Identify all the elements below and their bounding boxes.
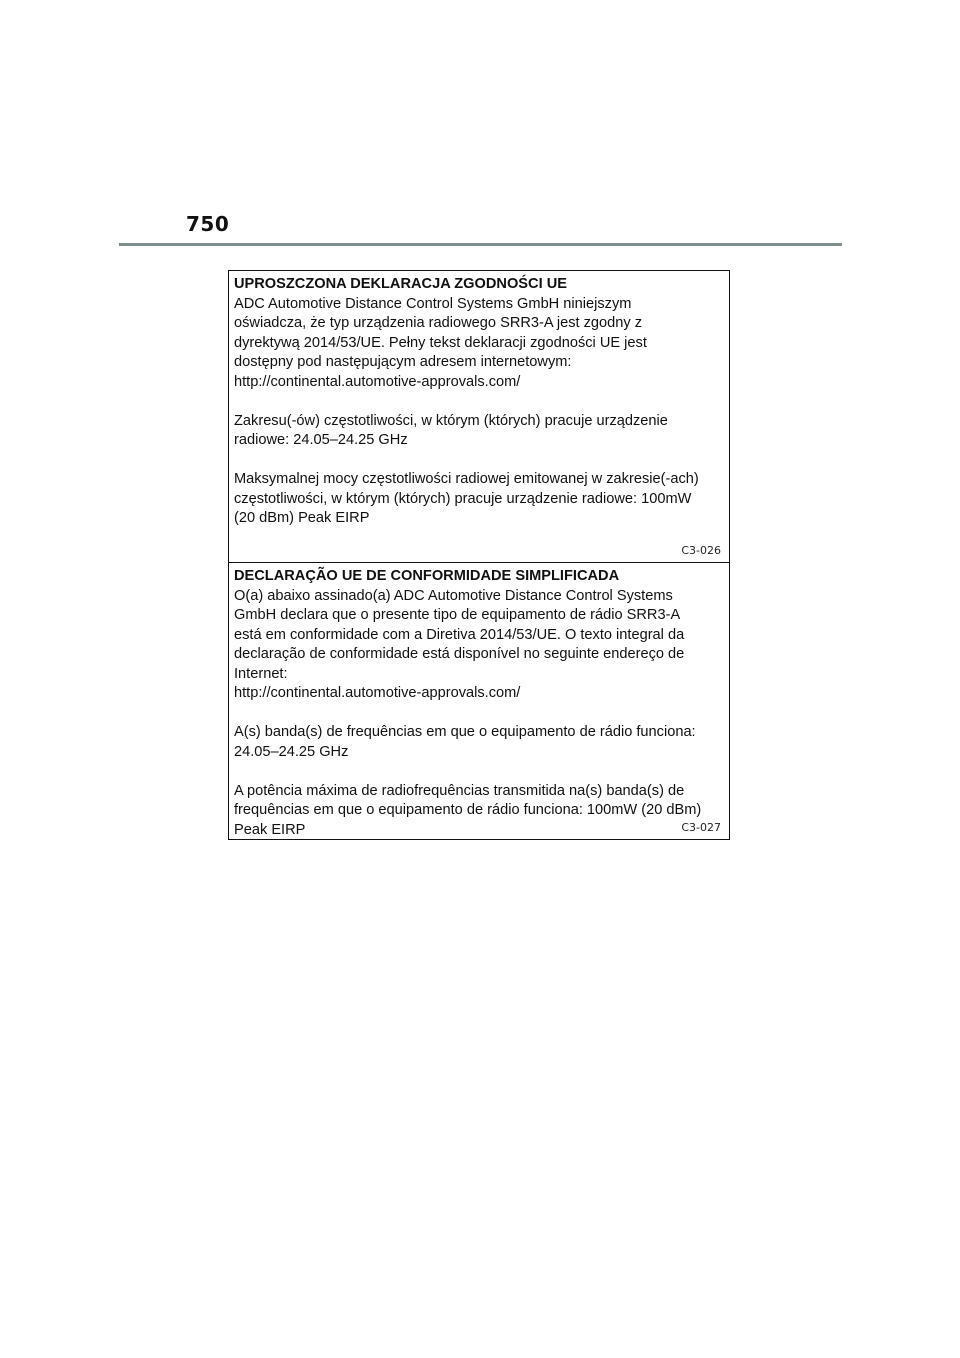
text-line: Maksymalnej mocy częstotliwości radiowej emitowanej w zakresie(-ach) — [234, 471, 699, 487]
paragraph-max-power — [234, 782, 723, 841]
text-line: A(s) banda(s) de frequências em que o equipamento de rádio funciona: — [234, 724, 696, 740]
polish-declaration-section — [229, 271, 729, 562]
paragraph-declaration — [234, 295, 723, 393]
section-code-label: C3-026 — [681, 544, 721, 557]
declaration-table — [228, 270, 730, 840]
page-number: 750 — [186, 212, 230, 236]
text-line: dostępny pod następującym adresem internetowym: — [234, 354, 572, 370]
paragraph-frequency-band — [234, 723, 723, 762]
text-line: ADC Automotive Distance Control Systems GmbH niniejszym — [234, 295, 632, 312]
text-line: frequências em que o equipamento de rádio funciona: 100mW (20 dBm) — [234, 802, 702, 818]
paragraph-frequency-band — [234, 412, 723, 451]
text-line: oświadcza, że typ urządzenia radiowego SRR3-A jest zgodny z — [234, 315, 643, 331]
header-rule — [119, 243, 842, 246]
paragraph-declaration — [234, 587, 723, 704]
url-text: http://continental.automotive-approvals.com/ — [234, 373, 521, 390]
section-code-label: C3-027 — [681, 821, 721, 834]
section-title: UPROSZCZONA DEKLARACJA ZGODNOŚCI UE — [234, 276, 567, 292]
portuguese-declaration-section — [229, 562, 729, 839]
text-line: 24.05–24.25 GHz — [234, 743, 349, 760]
text-line: (20 dBm) Peak EIRP — [234, 510, 370, 526]
text-line: declaração de conformidade está disponível no seguinte endereço de — [234, 646, 685, 662]
text-line: está em conformidade com a Diretiva 2014/53/UE. O texto integral da — [234, 626, 685, 643]
text-line: GmbH declara que o presente tipo de equipamento de rádio SRR3-A — [234, 607, 681, 623]
text-line: Peak EIRP — [234, 821, 306, 838]
text-line: dyrektywą 2014/53/UE. Pełny tekst deklaracji zgodności UE jest — [234, 334, 647, 351]
text-line: Internet: — [234, 665, 288, 682]
text-line: radiowe: 24.05–24.25 GHz — [234, 432, 408, 448]
text-line: Zakresu(-ów) częstotliwości, w którym (których) pracuje urządzenie — [234, 412, 668, 429]
text-line: O(a) abaixo assinado(a) ADC Automotive Distance Control Systems — [234, 587, 673, 604]
text-line: A potência máxima de radiofrequências transmitida na(s) banda(s) de — [234, 782, 685, 799]
section-title: DECLARAÇÃO UE DE CONFORMIDADE SIMPLIFICADA — [234, 568, 620, 584]
text-line: częstotliwości, w którym (których) pracuje urządzenie radiowe: 100mW — [234, 490, 692, 507]
url-text: http://continental.automotive-approvals.com/ — [234, 685, 521, 701]
paragraph-max-power — [234, 470, 723, 529]
